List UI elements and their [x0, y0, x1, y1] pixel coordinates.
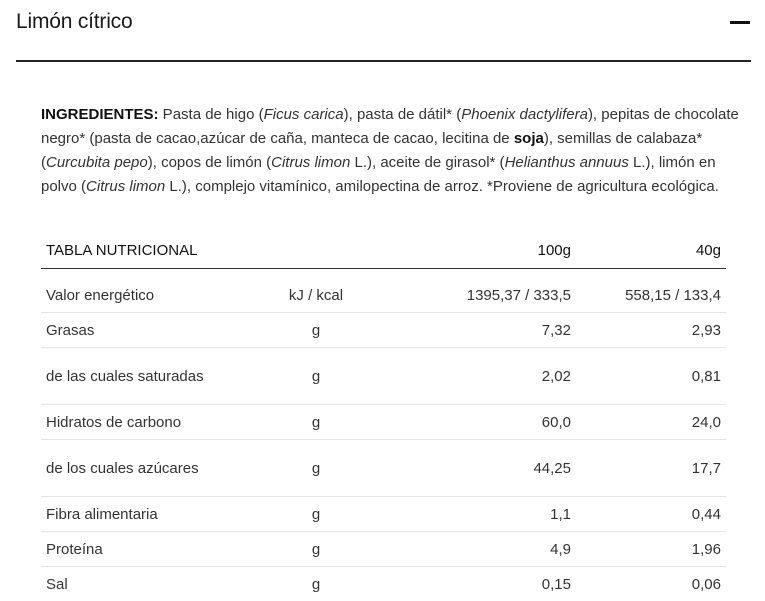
nutrient-value-40g: 17,7	[576, 440, 726, 497]
table-header-100g: 100g	[391, 232, 576, 269]
nutrient-unit: g	[241, 440, 391, 497]
ingredients-latin-name: Citrus limon	[271, 154, 350, 171]
ingredients-part: Pasta de higo (	[159, 106, 264, 123]
nutrient-unit: g	[241, 497, 391, 532]
nutrient-unit: g	[241, 405, 391, 440]
table-row	[41, 567, 726, 601]
nutrient-unit: g	[241, 348, 391, 405]
table-row	[41, 348, 726, 405]
table-row	[41, 532, 726, 567]
ingredients-latin-name: Ficus carica	[264, 106, 344, 123]
nutrient-name: Grasas	[41, 313, 241, 348]
ingredients-part: L.), aceite de girasol* (	[350, 154, 504, 171]
table-header-row	[41, 232, 726, 269]
nutrient-name: de las cuales saturadas	[41, 348, 241, 405]
nutrient-name: de los cuales azúcares	[41, 440, 241, 497]
nutrient-value-100g: 0,15	[391, 567, 576, 601]
ingredients-latin-name: Citrus limon	[86, 178, 165, 195]
ingredients-part: ), semillas de calabaza* (	[41, 130, 702, 171]
nutrient-unit: g	[241, 532, 391, 567]
nutrient-value-40g: 558,15 / 133,4	[576, 278, 726, 313]
ingredients-text	[41, 103, 741, 199]
table-row	[41, 313, 726, 348]
ingredients-part: ), copos de limón (	[148, 154, 271, 171]
table-row	[41, 278, 726, 313]
nutrition-table	[41, 232, 726, 601]
nutrient-unit: kJ / kcal	[241, 278, 391, 313]
nutrient-unit: g	[241, 567, 391, 601]
nutrient-name: Fibra alimentaria	[41, 497, 241, 532]
minus-icon[interactable]	[729, 12, 751, 34]
ingredients-latin-name: Helianthus annuus	[505, 154, 629, 171]
nutrient-value-100g: 1395,37 / 333,5	[391, 278, 576, 313]
nutrient-value-100g: 2,02	[391, 348, 576, 405]
ingredients-allergen: soja	[514, 130, 544, 147]
nutrient-name: Proteína	[41, 532, 241, 567]
nutrient-value-40g: 0,44	[576, 497, 726, 532]
table-row	[41, 497, 726, 532]
nutrient-name: Hidratos de carbono	[41, 405, 241, 440]
nutrient-unit: g	[241, 313, 391, 348]
nutrient-value-40g: 1,96	[576, 532, 726, 567]
ingredients-label: INGREDIENTES:	[41, 106, 159, 123]
ingredients-part: ), pepitas de chocolate negro* (pasta de cacao,azúcar de caña, manteca de cacao, lecitina de	[41, 106, 739, 147]
nutrient-value-40g: 0,06	[576, 567, 726, 601]
table-header-title: TABLA NUTRICIONAL	[41, 232, 241, 269]
nutrient-value-100g: 1,1	[391, 497, 576, 532]
nutrient-value-100g: 7,32	[391, 313, 576, 348]
nutrient-value-40g: 0,81	[576, 348, 726, 405]
accordion-header[interactable]	[16, 0, 751, 62]
ingredients-part: L.), complejo vitamínico, amilopectina de arroz. *Proviene de agricultura ecológica.	[165, 178, 719, 195]
ingredients-part: ), pasta de dátil* (	[344, 106, 462, 123]
table-spacer	[41, 269, 726, 279]
nutrient-value-100g: 60,0	[391, 405, 576, 440]
accordion-title: Limón cítrico	[16, 10, 132, 34]
nutrient-value-100g: 4,9	[391, 532, 576, 567]
nutrient-name: Valor energético	[41, 278, 241, 313]
table-header-unit	[241, 232, 391, 269]
ingredients-latin-name: Phoenix dactylifera	[461, 106, 588, 123]
table-row	[41, 440, 726, 497]
nutrient-value-100g: 44,25	[391, 440, 576, 497]
ingredients-latin-name: Curcubita pepo	[46, 154, 148, 171]
nutrient-value-40g: 24,0	[576, 405, 726, 440]
nutrient-value-40g: 2,93	[576, 313, 726, 348]
nutrient-name: Sal	[41, 567, 241, 601]
table-row	[41, 405, 726, 440]
ingredients-part: L.), limón en polvo (	[41, 154, 716, 195]
table-header-40g: 40g	[576, 232, 726, 269]
